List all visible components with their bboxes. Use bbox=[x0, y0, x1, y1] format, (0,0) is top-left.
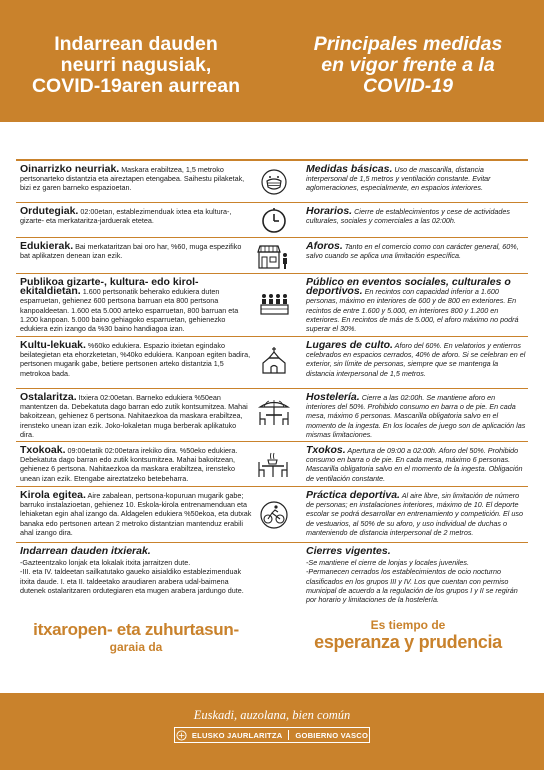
cafe-table-icon bbox=[256, 449, 292, 479]
measure-row-basic bbox=[16, 161, 528, 203]
measure-text-es bbox=[306, 491, 526, 537]
measure-title-es: Público en eventos sociales, culturales o deportivos. bbox=[306, 276, 511, 298]
closures-line-eu: -Gazteentzako lonjak eta lokalak itxita jarraitzen dute. bbox=[20, 558, 191, 568]
header-eu-line: COVID-19aren aurrean bbox=[31, 75, 241, 97]
closures-row bbox=[16, 544, 528, 604]
measure-text-es bbox=[306, 242, 526, 260]
audience-icon bbox=[259, 288, 289, 318]
closures-line-es: -Se mantiene el cierre de lonjas y locales juveniles. bbox=[306, 558, 469, 568]
logo-text-es: GOBIERNO VASCO bbox=[295, 730, 369, 740]
measure-title-es: Medidas básicas. bbox=[306, 163, 393, 175]
measure-body-es: En recintos con capacidad inferior a 1.600 personas, máximo en interiores de 600 y de 800 en exteriores. En recintos de entre 1.600 y 5.000, en interiores 800 y 1.200 en exteriores. En recintos de más de 5.000, el aforo máximo no podrá superar el 30%. bbox=[306, 287, 519, 334]
measure-title-es: Práctica deportiva. bbox=[306, 489, 400, 501]
header-es-line: en vigor frente a la bbox=[321, 54, 495, 76]
measure-row-events bbox=[16, 274, 528, 337]
measure-title-eu: Oinarrizko neurriak. bbox=[20, 163, 120, 175]
measure-body-eu: Aire zabalean, pertsona-kopuruan mugarik gabe; barruko instalazioetan, gehienez 10. Eskola-kirola entrenamenduan eta lehiaketan egin ahal izango da. Aldagelen edukiera %50ekoa, eta dutxak banaka edo pertsonen artean 2 metroko distantzian mantenduz erabili ahal izango dira. bbox=[20, 491, 252, 537]
header-title-basque bbox=[0, 34, 272, 97]
measure-title-eu: Txokoak. bbox=[20, 444, 66, 456]
header-title-spanish bbox=[272, 34, 544, 97]
measure-text-es bbox=[306, 165, 526, 193]
measure-title-es: Horarios. bbox=[306, 205, 353, 217]
measure-row-hospitality bbox=[16, 389, 528, 442]
closures-line-es: -Permanecen cerrados los establecimientos de ocio nocturno clasificados en los grupos III y IV. Los que cuentan con permiso municipal de acuerdo a la regulación de los grupos I y II se regirán por horario y limitaciones de la hostelería. bbox=[306, 567, 518, 605]
measure-text-es bbox=[306, 393, 526, 439]
footer-tagline: Euskadi, auzolana, bien común bbox=[193, 708, 351, 722]
measure-title-eu: Publikoa gizarte-, kultura- edo kirol-ekitaldietan. bbox=[20, 276, 199, 298]
church-icon bbox=[259, 345, 289, 375]
measure-text-es bbox=[306, 341, 526, 378]
shop-icon bbox=[256, 242, 292, 272]
slogan-es-sub: Es tiempo de bbox=[370, 618, 446, 632]
measure-text-es bbox=[306, 446, 526, 483]
slogan-es-main: esperanza y prudencia bbox=[314, 632, 502, 652]
cyclist-icon bbox=[259, 500, 289, 530]
measure-text-es bbox=[306, 207, 526, 225]
logo-separator bbox=[288, 730, 289, 740]
slogan-eu-main: itxaropen- eta zuhurtasun- bbox=[33, 620, 239, 639]
measure-title-es: Txokos. bbox=[306, 444, 346, 456]
measure-body-es: Apertura de 09:00 a 02:00h. Aforo del 50%. Prohibido consumo en barra o de pie. En cada mesa, máximo 6 personas. Mascarilla obligatoria salvo en el momento de la ingesta. Obligación de ventilación constante. bbox=[306, 446, 523, 483]
measure-text-eu bbox=[20, 207, 252, 225]
header-eu-line: neurri nagusiak, bbox=[60, 54, 212, 76]
measure-body-es: Uso de mascarilla, distancia interpersonal de 1,5 metros y ventilación constante. Evitar aglomeraciones, especialmente, en espacios interiores. bbox=[306, 165, 491, 193]
measure-title-eu: Ostalaritza. bbox=[20, 391, 77, 403]
logo-text-eu: ELUSKO JAURLARITZA bbox=[191, 730, 283, 740]
measure-row-worship bbox=[16, 337, 528, 389]
measure-text-eu bbox=[20, 278, 252, 333]
measure-body-eu: %60ko edukiera. Espazio itxietan egindako beilategietan eta ehorzketetan, %40ko edukiera. Kanpoan egiten badira, pertsonen mugarik gabe, betiere pertsonen arteko distantzia 1,5 metrokoa bada. bbox=[20, 341, 251, 378]
clock-icon bbox=[259, 206, 289, 236]
slogan-spanish bbox=[290, 618, 526, 653]
header-es-line: COVID-19 bbox=[363, 75, 453, 97]
measure-body-eu: 02:00etan, establezimenduak ixtea eta kultura-, gizarte- eta merkataritza-jarduerak etetea. bbox=[20, 207, 232, 226]
header-es-line: Principales medidas bbox=[313, 33, 503, 55]
measure-title-eu: Kultu-lekuak. bbox=[20, 339, 86, 351]
measure-text-eu bbox=[20, 242, 252, 260]
measure-text-eu bbox=[20, 341, 252, 378]
measure-title-es: Lugares de culto. bbox=[306, 339, 393, 351]
closures-text-es bbox=[306, 547, 526, 604]
measure-text-es bbox=[306, 278, 526, 333]
measure-text-eu bbox=[20, 446, 252, 483]
measure-text-eu bbox=[20, 491, 252, 537]
measure-row-schedule bbox=[16, 203, 528, 238]
closures-text-eu bbox=[20, 547, 252, 595]
measure-title-eu: Ordutegiak. bbox=[20, 205, 79, 217]
measure-body-eu: 1.600 pertsonatik beherako edukiera duten esparruetan, gehienez 600 pertsona barruan eta 800 pertsona kanpoaldeetan. 1.600 eta 5.000 arteko esparruetan, 800 barruan eta 1.200 kanpoan. 5.000 baino gehiagoko esparruetan, gehienezko edukiera ezin izango da %30 baino handiagoa izan. bbox=[20, 287, 239, 334]
measure-body-es: Aforo del 60%. En velatorios y entierros celebrados en espacios cerrados, 40% de aforo. Si se celebran en el exterior, sin límite de personas, siempre que se mantenga la distancia interpersonal de 1,5 metros. bbox=[306, 341, 526, 378]
face-mask-icon bbox=[259, 167, 289, 197]
slogan-eu-sub: garaia da bbox=[109, 640, 163, 654]
seal-icon bbox=[176, 730, 187, 741]
closures-title-es: Cierres vigentes. bbox=[306, 545, 391, 557]
measure-text-eu bbox=[20, 165, 252, 193]
measure-title-eu: Edukierak. bbox=[20, 240, 74, 252]
measure-body-es: Al aire libre, sin limitación de número de personas; en instalaciones interiores, máximo de 10. El deporte escolar se podrá desarrollar en entrenamiento y competición. El uso de vestuarios, al 50% de su aforo, y uso individual de duchas o manteniendo de distancia interpersonal de 2 metros. bbox=[306, 491, 523, 537]
measure-title-es: Aforos. bbox=[306, 240, 343, 252]
measure-row-txokos bbox=[16, 442, 528, 487]
header-eu-line: Indarrean dauden bbox=[54, 33, 218, 55]
measure-body-es: Tanto en el comercio como con carácter general, 60%, salvo cuando se aplica una limitación específica. bbox=[306, 242, 519, 261]
government-logo bbox=[174, 727, 370, 743]
measure-body-es: Cierre de establecimientos y cese de actividades culturales, sociales y comerciales a las 02:00h. bbox=[306, 207, 510, 226]
measure-row-sports bbox=[16, 487, 528, 543]
header-banner bbox=[0, 0, 544, 122]
footer-banner bbox=[0, 693, 544, 770]
measure-body-eu: Maskara erabiltzea, 1,5 metroko pertsonarteko distantzia eta aireztapen etengabea. Saihestu pilaketak, bizi ez garen barneko espazioetan. bbox=[20, 165, 245, 193]
measure-body-eu: Bai merkataritzan bai oro har, %60, muga espezifiko bat aplikatzen denean izan ezik. bbox=[20, 242, 242, 261]
measure-row-capacity bbox=[16, 238, 528, 274]
closures-line-eu: -III. eta IV. taldeetan sailkatutako gaueko aisialdiko establezimenduak itxita daude. I. eta II. taldeetako araudiaren arabera udal-baimena dutenek ostalaritzaren ordutegiaren eta mugen arabera jardungo dute. bbox=[20, 567, 244, 595]
measure-title-es: Hostelería. bbox=[306, 391, 360, 403]
closures-title-eu: Indarrean dauden itxierak. bbox=[20, 545, 151, 557]
measure-title-eu: Kirola egitea. bbox=[20, 489, 86, 501]
slogan-basque bbox=[16, 620, 256, 654]
measure-body-es: Cierre a las 02:00h. Se mantiene aforo en interiores del 50%. Prohibido consumo en barra o de pie. En cada mesa, máximo 6 personas. Mascarilla obligatoria salvo en el momento de la ingesta. En los locales de juego son de aplicación las mismas limitaciones. bbox=[306, 393, 526, 439]
measure-text-eu bbox=[20, 393, 252, 439]
measure-body-eu: 09:00etatik 02:00etara irekiko dira. %50eko edukiera. Debekatuta dago barran edo zutik kontsumitzea. Mahai bakoitzean, gehienez 6 pertsona. Nahitaezkoa da maskara erabiltzea, irensteko unean izan ezik. Etengabe aireztatzeko betebeharra. bbox=[20, 446, 238, 483]
measure-body-eu: Itxiera 02:00etan. Barneko edukiera %50ean mantentzen da. Debekatuta dago barran edo zutik kontsumitzea. Mahai bakoitzean, gehienez 6 pertsona. Nahitaezkoa da maskara erabiltzea, irensteko unean izan ezik. Joko-lokaletan muga berberak aplikatuko dira. bbox=[20, 393, 248, 439]
terrace-icon bbox=[256, 397, 292, 427]
